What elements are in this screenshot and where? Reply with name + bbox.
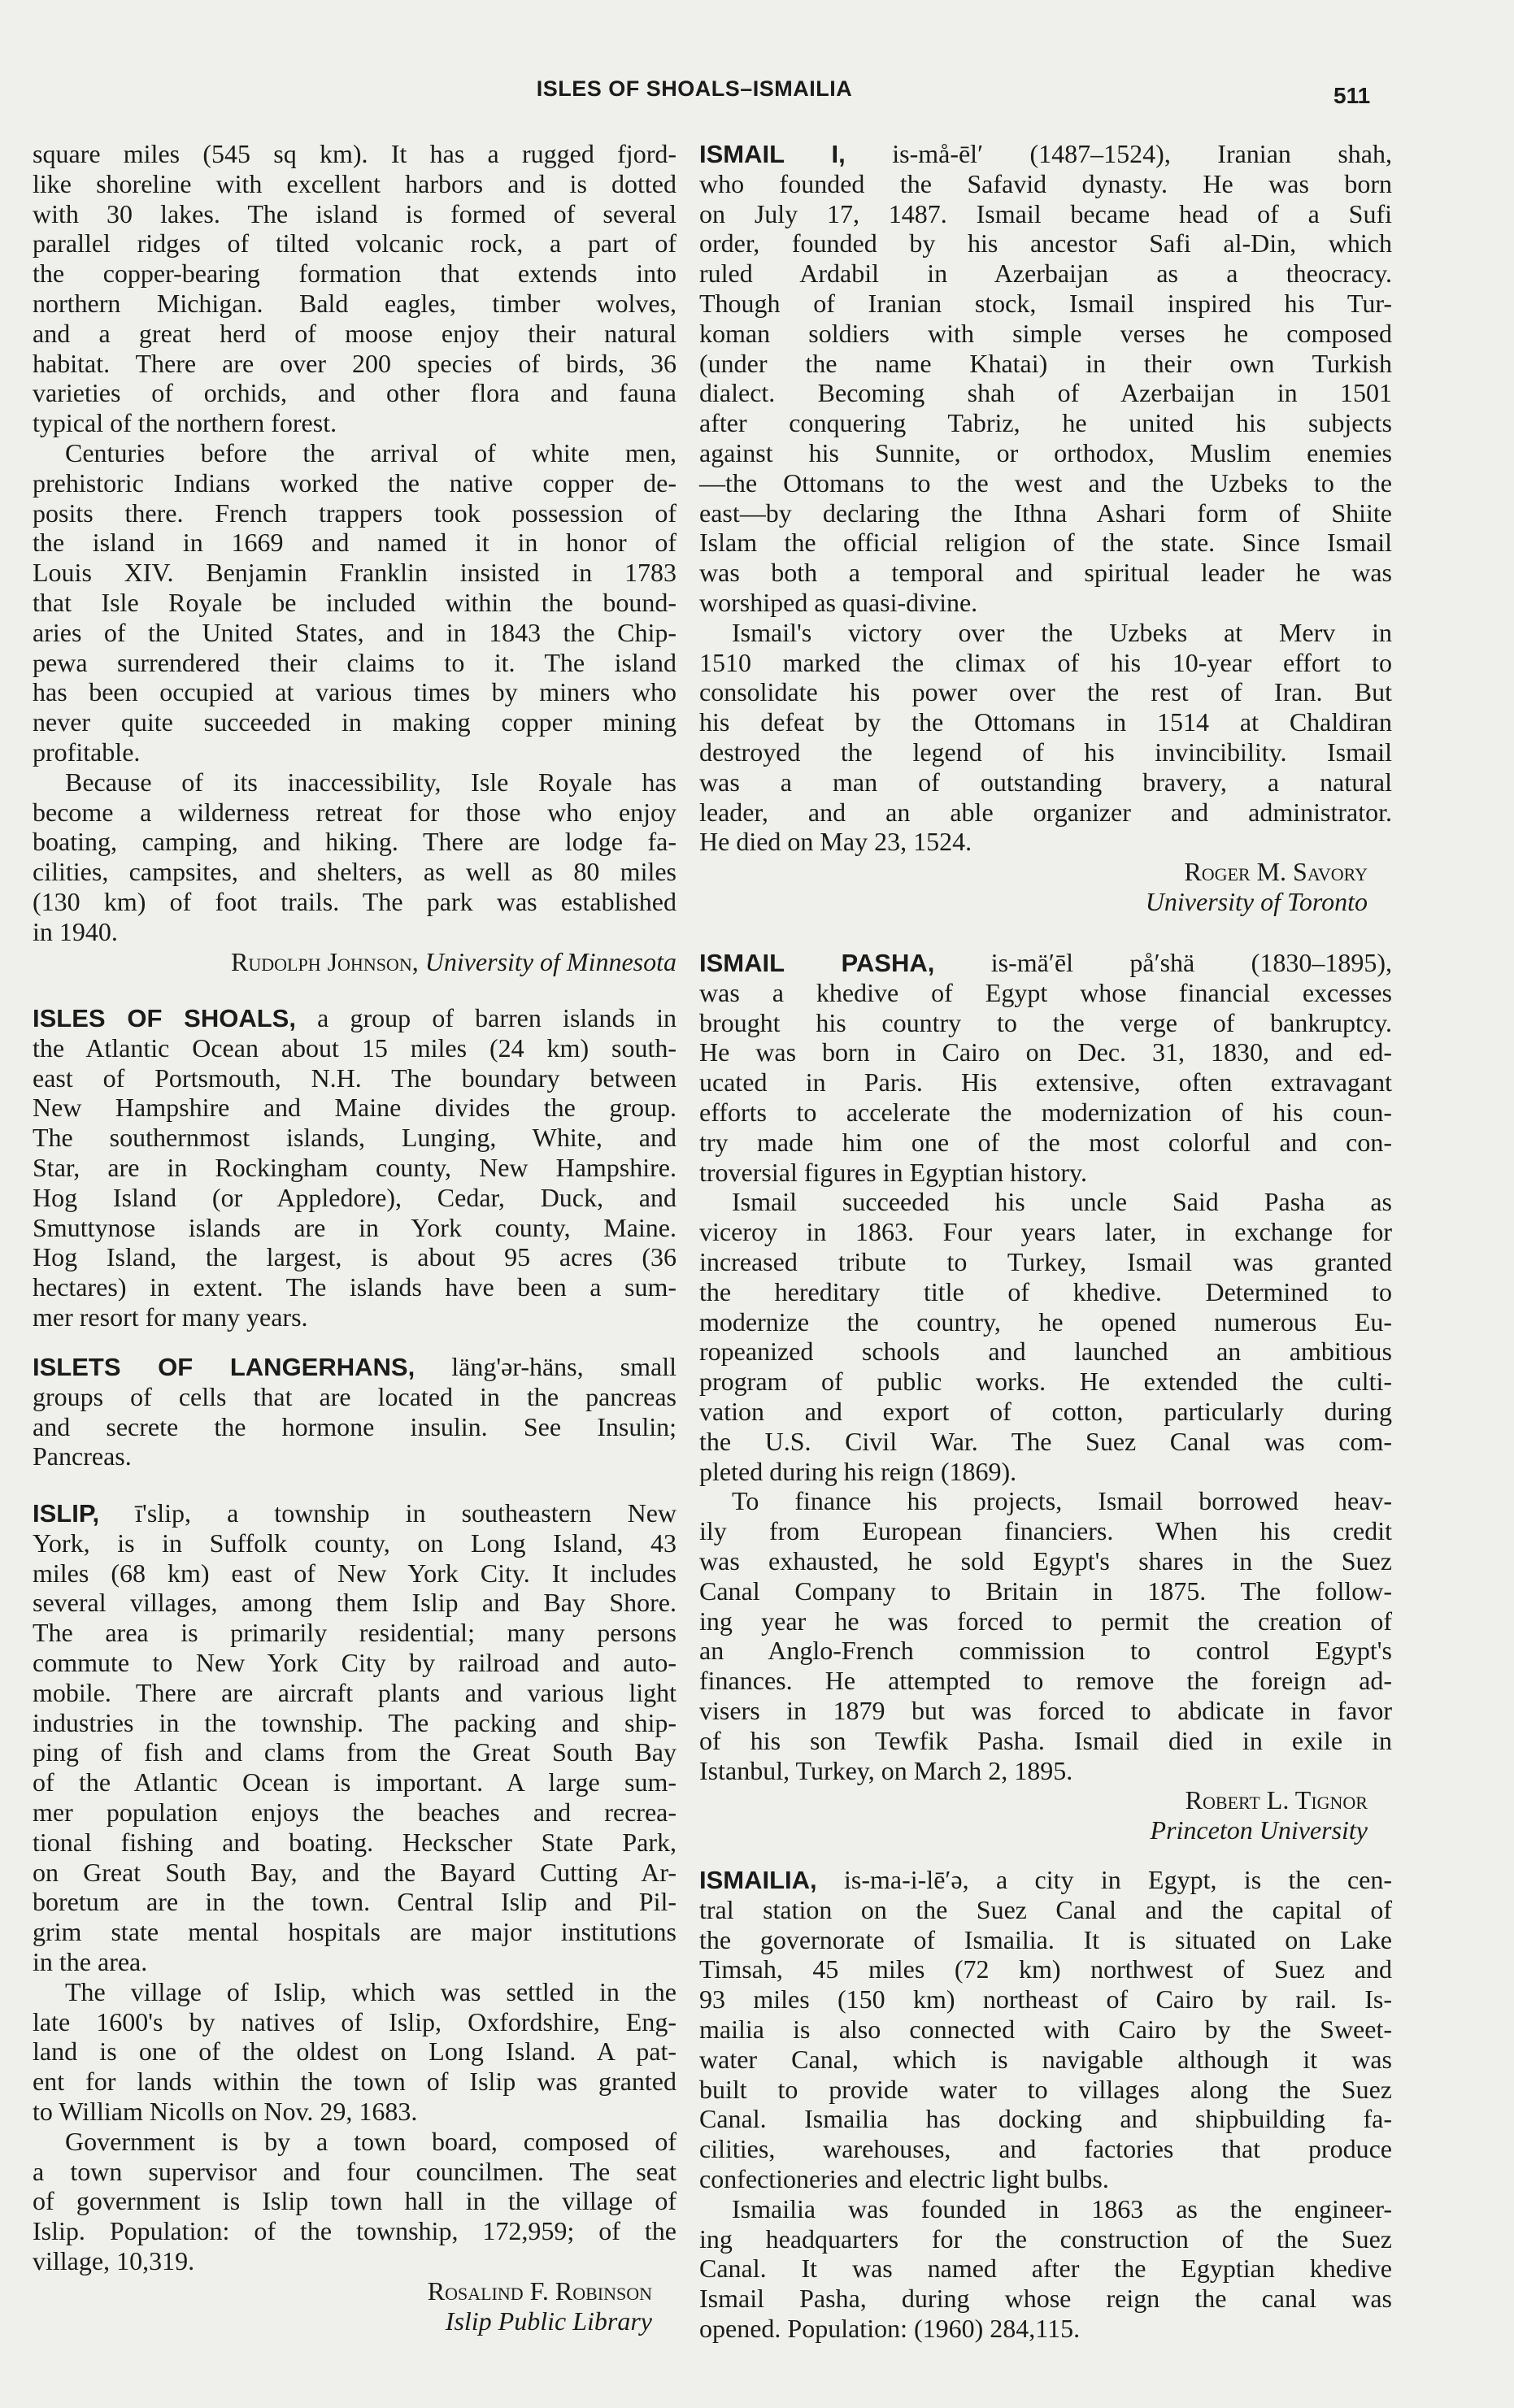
text-line: destroyed the legend of his invincibility. Ismail — [699, 737, 1392, 767]
text-line: koman soldiers with simple verses he composed — [699, 318, 1392, 348]
text-line: profitable. — [33, 737, 141, 767]
author-name: Rudolph Johnson, — [231, 946, 419, 976]
author-affiliation: University of Minnesota — [424, 946, 677, 976]
text-line: mer resort for many years. — [33, 1302, 308, 1332]
text-line: of government is Islip town hall in the village of — [33, 2186, 677, 2216]
text-line: finances. He attempted to remove the foreign ad- — [699, 1666, 1392, 1696]
text-line: Islam the official religion of the state. Since Ismail — [699, 528, 1392, 558]
text-line: has been occupied at various times by miners who — [33, 677, 677, 707]
text-line: visers in 1879 but was forced to abdicate in favor — [699, 1695, 1392, 1725]
text-line: pleted during his reign (1869). — [699, 1456, 1017, 1486]
text-line: that Isle Royale be included within the bound- — [33, 587, 677, 617]
text-line — [699, 1865, 1392, 1895]
text-line: on July 17, 1487. Ismail became head of a Sufi — [699, 198, 1392, 228]
text-line: brought his country to the verge of bankruptcy. — [699, 1007, 1392, 1037]
text-line: ing headquarters for the construction of the Suez — [699, 2223, 1392, 2254]
text-line: troversial figures in Egyptian history. — [699, 1157, 1087, 1187]
text-line: typical of the northern forest. — [33, 408, 337, 438]
text-line — [33, 1003, 677, 1033]
text-line: dialect. Becoming shah of Azerbaijan in 1501 — [699, 378, 1392, 408]
entry-headword: ISMAILIA, — [699, 1866, 817, 1894]
text-line: Hog Island, the largest, is about 95 acres (36 — [33, 1242, 677, 1272]
text-line: on Great South Bay, and the Bayard Cutting Ar- — [33, 1857, 677, 1887]
text-line — [699, 948, 1392, 978]
text-line: after conquering Tabriz, he united his subjects — [699, 408, 1392, 438]
text-line: mailia is also connected with Cairo by the Sweet- — [699, 2014, 1392, 2044]
author-affiliation-line — [699, 887, 1392, 917]
text-line: the copper-bearing formation that extends into — [33, 259, 677, 289]
entry-text: läng'ər-häns, small — [415, 1352, 677, 1381]
text-line: The area is primarily residential; many persons — [33, 1618, 677, 1648]
text-line: prehistoric Indians worked the native copper de- — [33, 467, 677, 498]
text-line: increased tribute to Turkey, Ismail was granted — [699, 1246, 1392, 1276]
text-line: Canal Company to Britain in 1875. The follow- — [699, 1576, 1392, 1606]
text-line: Timsah, 45 miles (72 km) northwest of Suez and — [699, 1954, 1392, 1984]
text-line: He died on May 23, 1524. — [699, 827, 972, 857]
text-line: of the Atlantic Ocean is important. A large sum- — [33, 1767, 677, 1797]
article — [699, 948, 1392, 1845]
text-line: was a khedive of Egypt whose financial excesses — [699, 977, 1392, 1007]
text-line: aries of the United States, and in 1843 the Chip- — [33, 617, 677, 647]
text-line: ily from European financiers. When his credit — [699, 1516, 1392, 1546]
entry-headword: ISMAIL I, — [699, 140, 846, 168]
entry-text: ī'slip, a township in southeastern New — [99, 1498, 677, 1528]
article — [699, 1865, 1392, 2344]
text-line: ucated in Paris. His extensive, often extravagant — [699, 1067, 1392, 1098]
text-line: The village of Islip, which was settled in the — [65, 1976, 677, 2006]
author-name-line — [33, 2276, 677, 2306]
author-affiliation-line — [699, 1815, 1392, 1845]
author-name-line — [699, 857, 1392, 887]
author-name: Robert L. Tignor — [1185, 1785, 1368, 1815]
text-line: late 1600's by natives of Islip, Oxfordshire, Eng- — [33, 2006, 677, 2036]
text-line: viceroy in 1863. Four years later, in exchange for — [699, 1217, 1392, 1247]
entry-text: is-ma-i-lē′ə, a city in Egypt, is the cen- — [816, 1865, 1392, 1894]
entry-headword: ISLETS OF LANGERHANS, — [33, 1353, 415, 1381]
text-line: The southernmost islands, Lunging, White, and — [33, 1123, 677, 1153]
text-line: with 30 lakes. The island is formed of several — [33, 198, 677, 228]
text-line: village, 10,319. — [33, 2245, 195, 2275]
author-affiliation: Islip Public Library — [445, 2306, 652, 2336]
text-line: modernize the country, he opened numerous Eu- — [699, 1306, 1392, 1337]
author-name-line — [699, 1785, 1392, 1815]
text-line: Ismail Pasha, during whose reign the canal was — [699, 2284, 1392, 2314]
text-line: who founded the Safavid dynasty. He was born — [699, 168, 1392, 198]
text-line: of his son Tewfik Pasha. Ismail died in exile in — [699, 1725, 1392, 1755]
text-line: land is one of the oldest on Long Island. A pat- — [33, 2036, 677, 2067]
text-line: the U.S. Civil War. The Suez Canal was com- — [699, 1426, 1392, 1456]
text-line: in 1940. — [33, 916, 118, 946]
text-line: the island in 1669 and named it in honor of — [33, 528, 677, 558]
text-line: and secrete the hormone insulin. See Insulin; — [33, 1411, 677, 1441]
article — [33, 139, 677, 976]
text-line: northern Michigan. Bald eagles, timber wolves, — [33, 288, 677, 318]
text-line: Canal. It was named after the Egyptian khedive — [699, 2254, 1392, 2284]
text-line: varieties of orchids, and other flora and fauna — [33, 378, 677, 408]
text-line — [699, 139, 1392, 169]
text-line: his defeat by the Ottomans in 1514 at Chaldiran — [699, 707, 1392, 737]
text-line: the governorate of Ismailia. It is situated on Lake — [699, 1924, 1392, 1954]
text-line: ruled Ardabil in Azerbaijan as a theocracy. — [699, 259, 1392, 289]
text-line: vation and export of cotton, particularly during — [699, 1396, 1392, 1426]
text-line: try made him one of the most colorful and con- — [699, 1127, 1392, 1157]
author-name: Roger M. Savory — [1184, 857, 1368, 887]
text-line: east of Portsmouth, N.H. The boundary between — [33, 1063, 677, 1093]
article — [33, 1498, 677, 2336]
text-line: was both a temporal and spiritual leader he was — [699, 558, 1392, 588]
text-line: a town supervisor and four councilmen. The seat — [33, 2156, 677, 2186]
text-line: the hereditary title of khedive. Determined to — [699, 1276, 1392, 1306]
text-line: tional fishing and boating. Heckscher State Park, — [33, 1827, 677, 1857]
text-line: industries in the township. The packing and ship- — [33, 1707, 677, 1737]
text-line: opened. Population: (1960) 284,115. — [699, 2313, 1081, 2343]
text-line: mer population enjoys the beaches and recrea- — [33, 1797, 677, 1827]
page-number: 511 — [1333, 83, 1371, 108]
text-line: east—by declaring the Ithna Ashari form of Shiite — [699, 498, 1392, 528]
text-line: Centuries before the arrival of white men, — [65, 437, 677, 467]
text-line: water Canal, which is navigable although it was — [699, 2044, 1392, 2074]
author-affiliation: University of Toronto — [1145, 886, 1368, 916]
text-line: Because of its inaccessibility, Isle Royale has — [65, 767, 677, 797]
author-affiliation: Princeton University — [1150, 1815, 1368, 1845]
text-line: Star, are in Rockingham county, New Hampshire. — [33, 1152, 677, 1182]
text-line: Pancreas. — [33, 1441, 132, 1471]
text-line: habitat. There are over 200 species of birds, 36 — [33, 348, 677, 378]
text-line: built to provide water to villages along the Suez — [699, 2074, 1392, 2104]
text-line: Louis XIV. Benjamin Franklin insisted in 1783 — [33, 558, 677, 588]
entry-headword: ISMAIL PASHA, — [699, 949, 935, 977]
text-line: commute to New York City by railroad and auto- — [33, 1647, 677, 1677]
text-line: Ismailia was founded in 1863 as the engineer- — [732, 2193, 1392, 2223]
entry-text: is-må-ēl′ (1487–1524), Iranian shah, — [845, 139, 1393, 168]
text-line: and a great herd of moose enjoy their natural — [33, 318, 677, 348]
text-line: was a man of outstanding bravery, a natural — [699, 767, 1392, 797]
text-line: boating, camping, and hiking. There are lodge fa- — [33, 827, 677, 857]
text-line: Government is by a town board, composed of — [65, 2126, 677, 2156]
text-line: Though of Iranian stock, Ismail inspired his Tur- — [699, 288, 1392, 318]
article — [699, 139, 1392, 917]
text-line: New Hampshire and Maine divides the group. — [33, 1093, 677, 1123]
text-line: Ismail's victory over the Uzbeks at Merv in — [732, 617, 1392, 647]
author-affiliation-line — [33, 2306, 677, 2336]
entry-headword: ISLIP, — [33, 1499, 100, 1528]
text-line: pewa surrendered their claims to it. The island — [33, 647, 677, 677]
text-line: Islip. Population: of the township, 172,959; of the — [33, 2216, 677, 2246]
text-line: never quite succeeded in making copper mining — [33, 707, 677, 737]
text-line: leader, and an able organizer and administrator. — [699, 797, 1392, 827]
text-line: confectioneries and electric light bulbs. — [699, 2163, 1109, 2193]
text-line: square miles (545 sq km). It has a rugged fjord- — [33, 139, 677, 168]
text-line: hectares) in extent. The islands have been a sum- — [33, 1272, 677, 1302]
text-line: —the Ottomans to the west and the Uzbeks to the — [699, 467, 1392, 498]
text-line: miles (68 km) east of New York City. It includes — [33, 1558, 677, 1588]
text-line: Smuttynose islands are in York county, Maine. — [33, 1212, 677, 1242]
entry-headword: ISLES OF SHOALS, — [33, 1004, 296, 1032]
author-signature — [33, 947, 677, 977]
text-line: (under the name Khatai) in their own Turkish — [699, 348, 1392, 378]
text-line: consolidate his power over the rest of Iran. But — [699, 677, 1392, 707]
text-line: 1510 marked the climax of his 10-year effort to — [699, 647, 1392, 677]
text-line: ent for lands within the town of Islip was granted — [33, 2067, 677, 2097]
text-line — [33, 1352, 677, 1382]
text-line: in the area. — [33, 1946, 148, 1976]
text-line: Hog Island (or Appledore), Cedar, Duck, and — [33, 1182, 677, 1212]
text-line: ropeanized schools and launched an ambitious — [699, 1337, 1392, 1367]
text-line: like shoreline with excellent harbors and is dotted — [33, 168, 677, 198]
text-line: boretum are in the town. Central Islip and Pil- — [33, 1887, 677, 1917]
text-line: worshiped as quasi-divine. — [699, 587, 978, 617]
text-line: ing year he was forced to permit the creation of — [699, 1606, 1392, 1636]
entry-text: a group of barren islands in — [295, 1003, 677, 1032]
text-line: several villages, among them Islip and Bay Shore. — [33, 1588, 677, 1618]
text-line: parallel ridges of tilted volcanic rock, a part of — [33, 228, 677, 259]
text-line: cilities, campsites, and shelters, as well as 80 miles — [33, 857, 677, 887]
text-line: grim state mental hospitals are major institutions — [33, 1917, 677, 1947]
entry-text: is-mä′ēl på′shä (1830–1895), — [934, 948, 1392, 977]
author-name: Rosalind F. Robinson — [427, 2275, 652, 2306]
text-line — [33, 1498, 677, 1528]
text-line: Istanbul, Turkey, on March 2, 1895. — [699, 1755, 1073, 1785]
text-line: tral station on the Suez Canal and the capital of — [699, 1894, 1392, 1924]
text-line: He was born in Cairo on Dec. 31, 1830, and ed- — [699, 1037, 1392, 1067]
text-line: program of public works. He extended the culti- — [699, 1367, 1392, 1397]
text-line: cilities, warehouses, and factories that produce — [699, 2134, 1392, 2164]
text-line: against his Sunnite, or orthodox, Muslim enemies — [699, 437, 1392, 467]
text-line: groups of cells that are located in the pancreas — [33, 1381, 677, 1411]
text-line: York, is in Suffolk county, on Long Island, 43 — [33, 1528, 677, 1558]
text-line: an Anglo-French commission to control Egypt's — [699, 1636, 1392, 1666]
text-line: was exhausted, he sold Egypt's shares in the Suez — [699, 1545, 1392, 1576]
text-line: become a wilderness retreat for those who enjoy — [33, 797, 677, 827]
text-line: (130 km) of foot trails. The park was established — [33, 886, 677, 916]
text-line: the Atlantic Ocean about 15 miles (24 km) south- — [33, 1032, 677, 1063]
text-line: to William Nicolls on Nov. 29, 1683. — [33, 2096, 418, 2126]
running-head: ISLES OF SHOALS–ISMAILIA — [536, 76, 853, 101]
text-line: posits there. French trappers took possession of — [33, 498, 677, 528]
text-line: order, founded by his ancestor Safi al-Din, which — [699, 228, 1392, 259]
article — [33, 1352, 677, 1471]
text-line: Ismail succeeded his uncle Said Pasha as — [732, 1187, 1392, 1217]
text-line: mobile. There are aircraft plants and various light — [33, 1677, 677, 1707]
text-line: ping of fish and clams from the Great South Bay — [33, 1737, 677, 1767]
text-line: Canal. Ismailia has docking and shipbuilding fa- — [699, 2104, 1392, 2134]
article — [33, 1003, 677, 1332]
text-line: To finance his projects, Ismail borrowed heav- — [732, 1486, 1392, 1516]
text-line: 93 miles (150 km) northeast of Cairo by rail. Is- — [699, 1984, 1392, 2015]
text-line: efforts to accelerate the modernization of his coun- — [699, 1097, 1392, 1127]
